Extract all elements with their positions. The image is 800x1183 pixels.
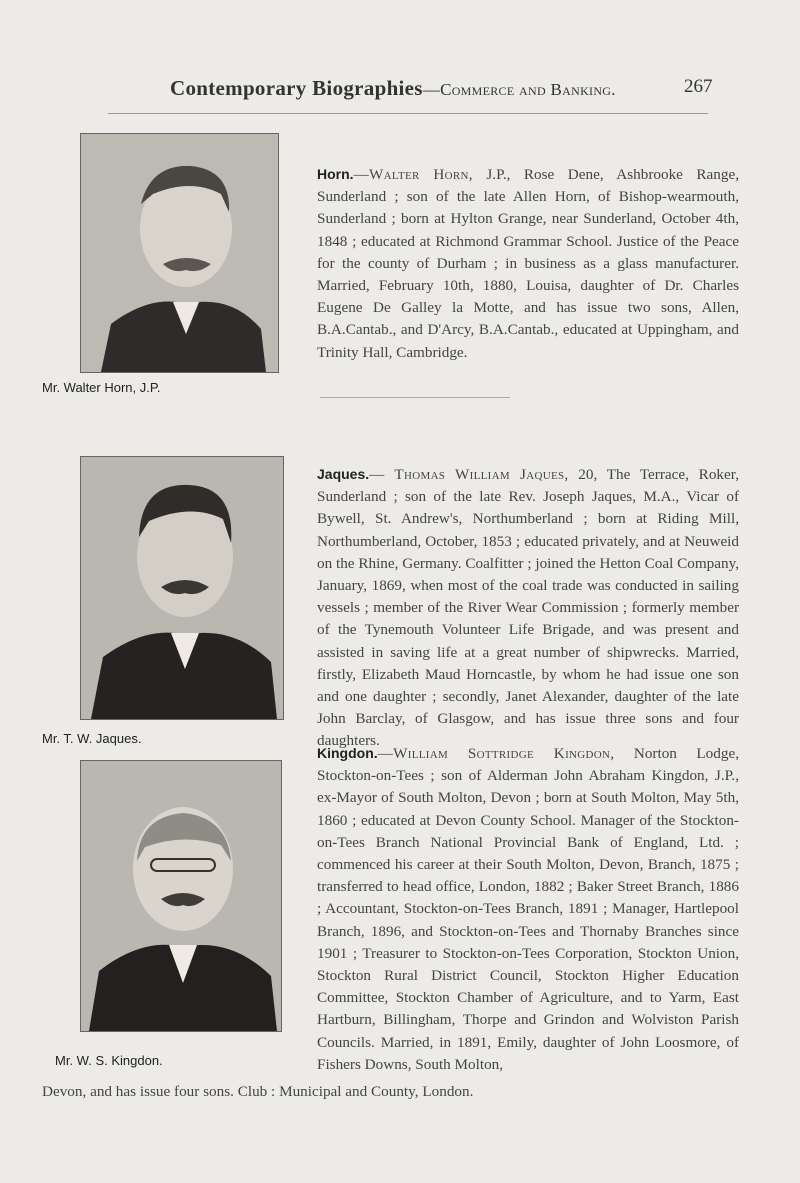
entry-full-name: — Thomas William Jaques, (369, 466, 569, 483)
entry-kingdon (317, 742, 739, 1076)
entry-text: J.P., Rose Dene, Ashbrooke Range, Sunderland ; son of the late Allen Horn, of Bishop-wearmouth, Sunderland ; born at Hylton Grange, near Sunderland, October 4th, 1848 ; educated at Richmond Grammar School. Justice of the Peace for the county of Durham ; in business as a glass manufacturer. Married, February 10th, 1880, Louisa, daughter of Dr. Charles Eugene De Galley la Motte, and has issue two sons, Allen, B.A.Cantab., and D'Arcy, B.A.Cantab., educated at Uppingham, and Trinity Hall, Cambridge. (317, 166, 739, 361)
entry-text: 20, The Terrace, Roker, Sunderland ; son of the late Rev. Joseph Jaques, M.A., Vicar of Bywell, St. Andrew's, Northumberland ; born at Riding Mill, Northumberland, October, 1853 ; educated privately, and at Neuweid on the Rhine, Germany. Coalfitter ; joined the Hetton Coal Company, January, 1869, when most of the coal trade was conducted in sailing vessels ; member of the River Wear Commission ; formerly member of the Tynemouth Volunteer Life Brigade, and was present and assisted in saving life at a great number of shipwrecks. Married, firstly, Elizabeth Maud Horncastle, by whom he had issue one son and one daughter ; secondly, Janet Alexander, daughter of the late John Barclay, of Glasgow, and has issue three sons and four daughters. (317, 466, 739, 750)
entry-divider (320, 397, 510, 398)
entry-continuation: Devon, and has issue four sons. Club : Municipal and County, London. (42, 1083, 474, 1100)
entry-text: Norton Lodge, Stockton-on-Tees ; son of Alderman John Abraham Kingdon, J.P., ex-Mayor of South Molton, Devon ; born at South Molton, May 5th, 1860 ; educated at Devon County School. Manager of the Stockton-on-Tees Branch National Provincial Bank of England, Ltd. ; commenced his career at their South Molton, Devon, Branch, 1875 ; transferred to head office, London, 1882 ; Baker Street Branch, 1886 ; Accountant, Stockton-on-Tees Branch, 1891 ; Manager, Hartlepool Branch, 1896, and Stockton-on-Tees and Thornaby Branches since 1901 ; Treasurer to Stockton-on-Tees Corporation, Stockton Union, Stockton Rural District Council, Stockton Higher Education Committee, Stockton Chamber of Agriculture, and to Yarm, East Hartburn, Billingham, Thorpe and Grindon and Wolviston Parish Councils. Married, in 1891, Emily, daughter of John Loosmore, of Fishers Downs, South Molton, (317, 745, 739, 1073)
entry-surname: Jaques. (317, 466, 370, 482)
portrait-kingdon-image (81, 761, 281, 1031)
portrait-jaques-image (81, 457, 283, 719)
entry-jaques (317, 463, 739, 753)
entry-horn (317, 163, 739, 364)
portrait-caption-jaques: Mr. T. W. Jaques. (42, 731, 142, 746)
entry-full-name: —William Sottridge Kingdon, (377, 745, 615, 762)
entry-surname: Horn. (317, 166, 354, 182)
page-number: 267 (684, 76, 713, 97)
portrait-horn-image (81, 134, 278, 372)
header-rule (108, 113, 708, 114)
portrait-kingdon (80, 760, 282, 1032)
entry-surname: Kingdon. (317, 745, 378, 761)
running-head (170, 76, 640, 101)
page-header (0, 70, 800, 110)
running-head-title: Contemporary Biographies (170, 76, 423, 100)
portrait-caption-horn: Mr. Walter Horn, J.P. (42, 380, 161, 395)
entry-full-name: —Walter Horn, (353, 166, 473, 183)
portrait-jaques (80, 456, 284, 720)
portrait-caption-kingdon: Mr. W. S. Kingdon. (55, 1053, 163, 1068)
portrait-horn (80, 133, 279, 373)
running-head-section: —Commerce and Banking. (422, 80, 616, 99)
